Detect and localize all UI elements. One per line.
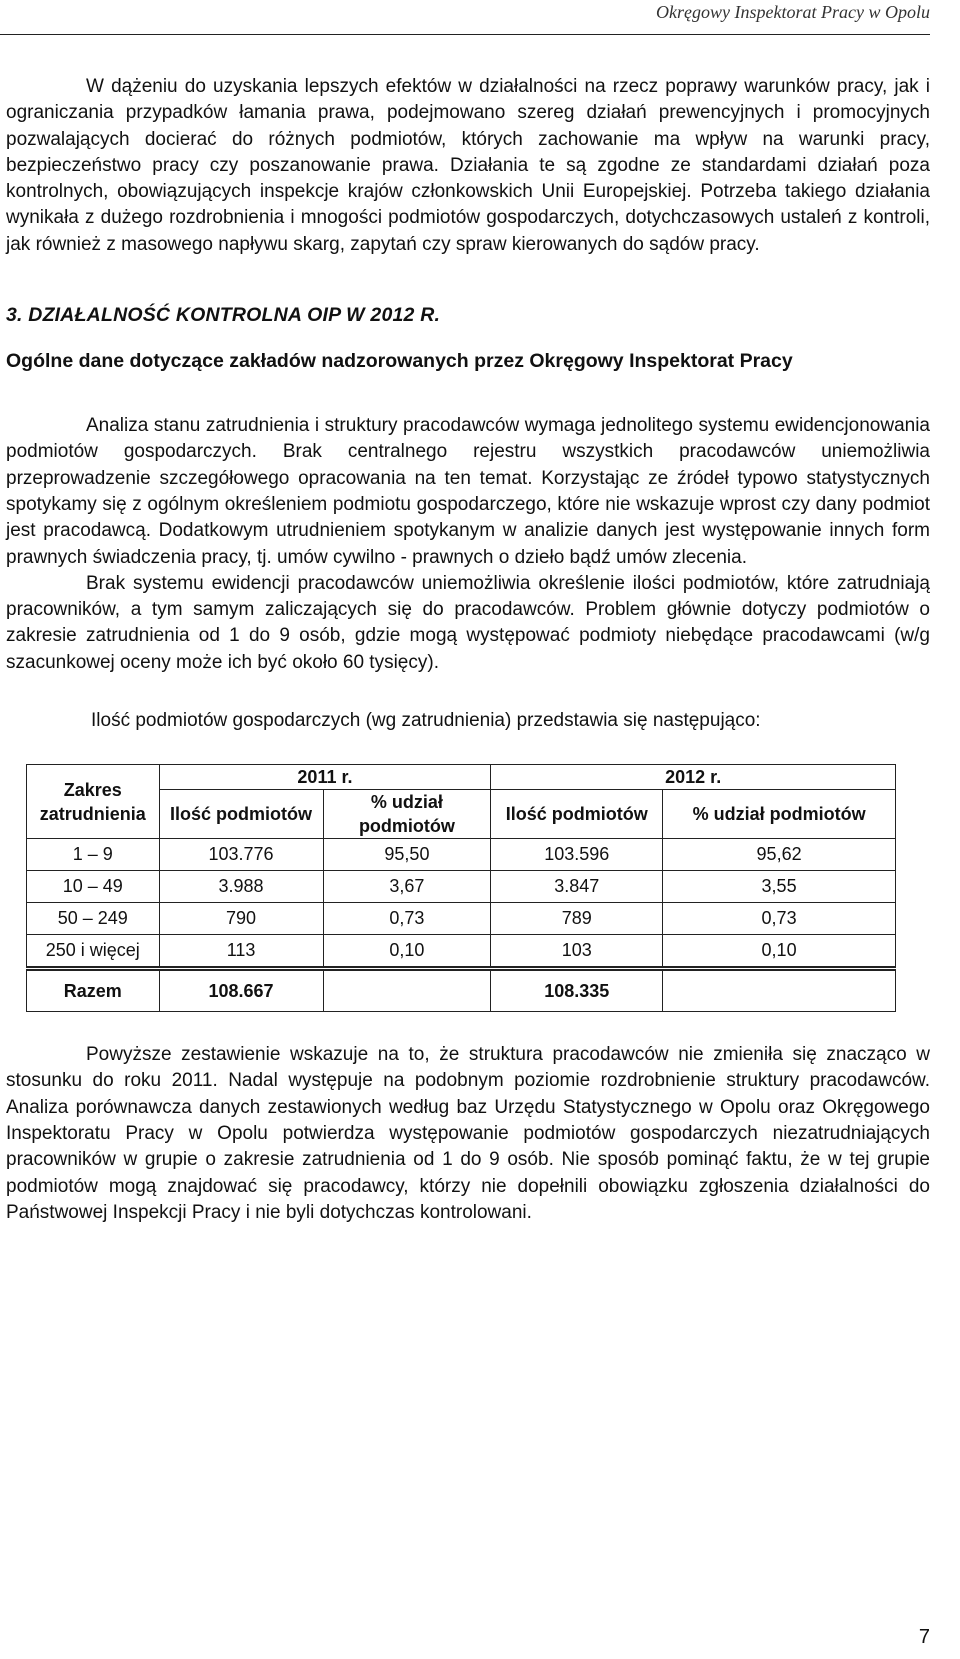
cell-count-2012: 103.596	[491, 839, 663, 871]
header-title: Okręgowy Inspektorat Pracy w Opolu	[656, 2, 930, 22]
paragraph-conclusion: Powyższe zestawienie wskazuje na to, że struktura pracodawców nie zmieniła się znacząco w stosunku do roku 2011. Nadal występuje na podobnym poziomie rozdrobnienie struktury pracodawców. Analiza porównawcza danych zestawionych według baz Urzędu Statystycznego w Opolu oraz Okręgowego Inspektoratu Pracy w Opolu potwierdza występowanie podmiotów gospodarczych niezatrudniających pracowników w grupie o zakresie zatrudnienia od 1 do 9 osób. Nie sposób pominąć faktu, że w tej grupie podmiotów mogą znajdować się pracodawcy, którzy nie dopełnili obowiązku zgłoszenia działalności do Państwowej Inspekcji Pracy i nie byli dotychczas kontrolowani.	[6, 1044, 930, 1223]
cell-share-2012: 3,55	[663, 871, 896, 903]
cell-count-2011: 113	[159, 935, 323, 969]
paragraph-prevention: W dążeniu do uzyskania lepszych efektów w działalności na rzecz poprawy warunków pracy, jak i ograniczania przypadków łamania prawa, podejmowano szereg działań prewencyjnych i promocyjnych pozwalających docierać do różnych podmiotów, których zachowanie ma wpływ na warunki pracy, bezpieczeństwo pracy czy poszanowanie prawa. Działania te są zgodne ze standardami działań poza kontrolnych, obowiązujących inspekcje krajów członkowskich Unii Europejskiej. Potrzeba takiego działania wynikała z dużego rozdrobnienia i mnogości podmiotów gospodarczych, dotychczasowych ustaleń z kontroli, jak również z masowego napływu skarg, zapytań czy spraw kierowanych do sądów pracy.	[6, 76, 930, 255]
cell-total-2012: 108.335	[491, 969, 663, 1012]
cell-share-2011: 95,50	[323, 839, 491, 871]
page-number: 7	[918, 1626, 930, 1648]
paragraph-analysis: Analiza stanu zatrudnienia i struktury pracodawców wymaga jednolitego systemu ewidencjonowania podmiotów gospodarczych. Brak centralnego rejestru wszystkich pracodawców uniemożliwia przeprowadzenie szczegółowego opracowania na ten temat. Korzystając ze źródeł typowo statystycznych spotykamy się z ogólnym określeniem podmiotu gospodarczego, które nie wskazuje wprost czy dany podmiot jest pracodawcą. Dodatkowym utrudnieniem spotykanym w analizie danych jest występowanie innych form prawnych świadczenia pracy, tj. umów cywilno - prawnych o dzieło bądź umów zlecenia.	[6, 415, 930, 568]
header-count-2011: Ilość podmiotów	[159, 790, 323, 839]
table-row	[27, 839, 896, 871]
cell-count-2012: 3.847	[491, 871, 663, 903]
cell-range: 1 – 9	[27, 839, 160, 871]
cell-total-label: Razem	[27, 969, 160, 1012]
cell-total-empty-2012	[663, 969, 896, 1012]
cell-count-2011: 3.988	[159, 871, 323, 903]
table-header-row-years	[27, 765, 896, 790]
employers-table	[26, 764, 896, 1012]
header-share-2011: % udział podmiotów	[323, 790, 491, 839]
page-header	[0, 0, 930, 35]
cell-share-2011: 3,67	[323, 871, 491, 903]
cell-total-2011: 108.667	[159, 969, 323, 1012]
employers-table-wrapper	[26, 764, 896, 1012]
cell-range: 250 i więcej	[27, 935, 160, 969]
paragraph-registry: Brak systemu ewidencji pracodawców uniemożliwia określenie ilości podmiotów, które zatrudniają pracowników, a tym samym zaliczających się do pracodawców. Problem głównie dotyczy podmiotów o zakresie zatrudnienia od 1 do 9 osób, gdzie mogą występować podmioty niebędące pracodawcami (w/g szacunkowej oceny może ich być około 60 tysięcy).	[6, 572, 930, 673]
header-count-2012: Ilość podmiotów	[491, 790, 663, 839]
table-row	[27, 903, 896, 935]
cell-share-2011: 0,73	[323, 903, 491, 935]
cell-count-2011: 103.776	[159, 839, 323, 871]
table-caption: Ilość podmiotów gospodarczych (wg zatrudnienia) przedstawia się następująco:	[91, 710, 761, 732]
table-row	[27, 935, 896, 969]
cell-share-2012: 95,62	[663, 839, 896, 871]
page-content	[6, 74, 930, 1226]
cell-range: 50 – 249	[27, 903, 160, 935]
cell-share-2012: 0,10	[663, 935, 896, 969]
table-total-row	[27, 969, 896, 1012]
section-heading: 3. DZIAŁALNOŚĆ KONTROLNA OIP W 2012 R.	[6, 304, 441, 327]
header-share-2012: % udział podmiotów	[663, 790, 896, 839]
table-row	[27, 871, 896, 903]
cell-count-2011: 790	[159, 903, 323, 935]
sub-heading: Ogólne dane dotyczące zakładów nadzorowanych przez Okręgowy Inspektorat Pracy	[6, 350, 793, 373]
header-range: Zakres zatrudnienia	[27, 765, 160, 839]
cell-range: 10 – 49	[27, 871, 160, 903]
cell-share-2011: 0,10	[323, 935, 491, 969]
cell-count-2012: 789	[491, 903, 663, 935]
header-year-2012: 2012 r.	[491, 765, 896, 790]
cell-share-2012: 0,73	[663, 903, 896, 935]
cell-total-empty-2011	[323, 969, 491, 1012]
cell-count-2012: 103	[491, 935, 663, 969]
header-year-2011: 2011 r.	[159, 765, 491, 790]
